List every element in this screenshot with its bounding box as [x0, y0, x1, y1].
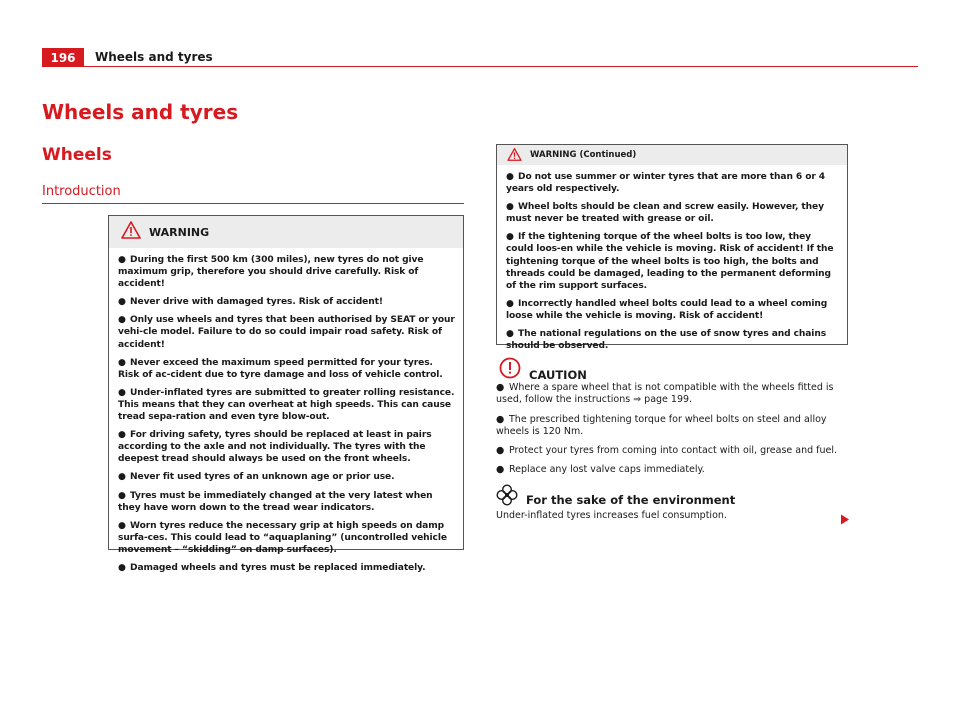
bullet-dot: ● — [118, 357, 126, 368]
bullet-dot: ● — [118, 562, 126, 573]
bullet-dot: ● — [496, 445, 505, 457]
warning-continued-header — [497, 145, 847, 165]
subsection-divider — [42, 203, 464, 204]
warning-continued-title: WARNING (Continued) — [530, 150, 637, 160]
bullet-dot: ● — [118, 520, 126, 531]
bullet-dot: ● — [506, 298, 514, 309]
bullet-dot: ● — [506, 232, 514, 243]
bullet-dot: ● — [506, 202, 514, 213]
list-item: ● Worn tyres reduce the necessary grip at high speeds on damp surfa-ces. This could lead to “aquaplaning” (uncontrolled vehicle movement – “skidding” on damp surfaces). — [118, 520, 447, 555]
list-item: ● Replace any lost valve caps immediately. — [496, 464, 705, 476]
list-item: ● Never exceed the maximum speed permitted for your tyres. Risk of ac-cident due to tyre damage and loss of vehicle control. — [118, 357, 443, 380]
bullet-dot: ● — [496, 413, 505, 425]
warning-continued-box — [496, 144, 848, 352]
list-item: ● Wheel bolts should be clean and screw easily. However, they must never be treated with grease or oil. — [506, 202, 824, 225]
bullet-dot: ● — [118, 315, 126, 326]
warning-box — [108, 215, 464, 573]
list-item: ● Damaged wheels and tyres must be replaced immediately. — [118, 562, 426, 573]
list-item: ● For driving safety, tyres should be replaced at least in pairs according to the axle and not individually. The tyres with the deepest tread should always be used on the front wheels. — [118, 430, 432, 465]
list-item: ● Do not use summer or winter tyres that are more than 6 or 4 years old respectively. — [506, 172, 826, 195]
bullet-dot: ● — [496, 464, 505, 476]
bullet-dot: ● — [118, 387, 126, 398]
list-item: ● Under-inflated tyres are submitted to greater rolling resistance. This means that they can overheat at high speeds. This can cause tread sepa-ration and even tyre blow-out. — [118, 387, 455, 423]
environment-header — [496, 484, 735, 510]
caution-header — [499, 357, 587, 383]
subsection-title: Introduction — [42, 184, 121, 199]
bullet-dot: ● — [118, 472, 126, 483]
list-item: ● Incorrectly handled wheel bolts could lead to a wheel coming loose while the vehicle is moving. Risk of accident! — [506, 298, 828, 321]
warning-triangle-icon — [121, 221, 141, 243]
list-item: ● Where a spare wheel that is not compatible with the wheels fitted is used, follow the instructions ⇒ page 199. — [496, 382, 834, 406]
bullet-dot: ● — [118, 490, 126, 501]
environment-title: For the sake of the environment — [526, 493, 736, 507]
bullet-dot: ● — [506, 329, 514, 340]
exclamation-circle-icon — [499, 357, 521, 383]
bullet-dot: ● — [506, 172, 514, 182]
running-header-title: Wheels and tyres — [95, 50, 213, 64]
caution-title: CAUTION — [529, 368, 587, 382]
bullet-dot: ● — [118, 430, 126, 441]
list-item: ● Never fit used tyres of an unknown age or prior use. — [118, 472, 395, 483]
list-item: ● Tyres must be immediately changed at the very latest when they have worn down to the tread wear indicators. — [118, 490, 433, 513]
page-number: 196 — [42, 48, 84, 67]
warning-list — [109, 248, 463, 574]
section-title: Wheels — [42, 145, 112, 165]
bullet-dot: ● — [496, 382, 505, 393]
list-item: ● The national regulations on the use of snow tyres and chains should be observed. — [506, 329, 827, 352]
caution-list — [496, 382, 848, 484]
clover-leaf-icon — [496, 484, 518, 510]
list-item: ● Only use wheels and tyres that been authorised by SEAT or your vehi-cle model. Failure to do so could impair road safety. Risk of accident! — [118, 315, 455, 350]
warning-box-header — [109, 216, 463, 248]
header-divider — [42, 66, 918, 67]
list-item: ● The prescribed tightening torque for wheel bolts on steel and alloy wheels is 120 Nm. — [496, 413, 827, 437]
warning-title: WARNING — [149, 225, 210, 239]
chapter-title: Wheels and tyres — [42, 100, 239, 124]
warning-triangle-icon — [507, 146, 522, 165]
warning-continued-list — [497, 165, 847, 352]
bullet-dot: ● — [118, 255, 126, 265]
bullet-dot: ● — [118, 297, 126, 308]
list-item: ● During the first 500 km (300 miles), new tyres do not give maximum grip, therefore you should drive carefully. Risk of accident! — [118, 255, 424, 290]
list-item: ● If the tightening torque of the wheel bolts is too low, they could loos-en while the vehicle is moving. Risk of accident! If the tightening torque of the wheel bolts is too high, the bolts and threads could be damaged, leading to the permanent deforming of the rim support surfaces. — [506, 232, 834, 291]
environment-text: Under-inflated tyres increases fuel consumption. — [496, 510, 727, 521]
right-arrow-icon — [840, 510, 850, 529]
list-item: ● Never drive with damaged tyres. Risk of accident! — [118, 297, 383, 308]
list-item: ● Protect your tyres from coming into contact with oil, grease and fuel. — [496, 445, 838, 457]
